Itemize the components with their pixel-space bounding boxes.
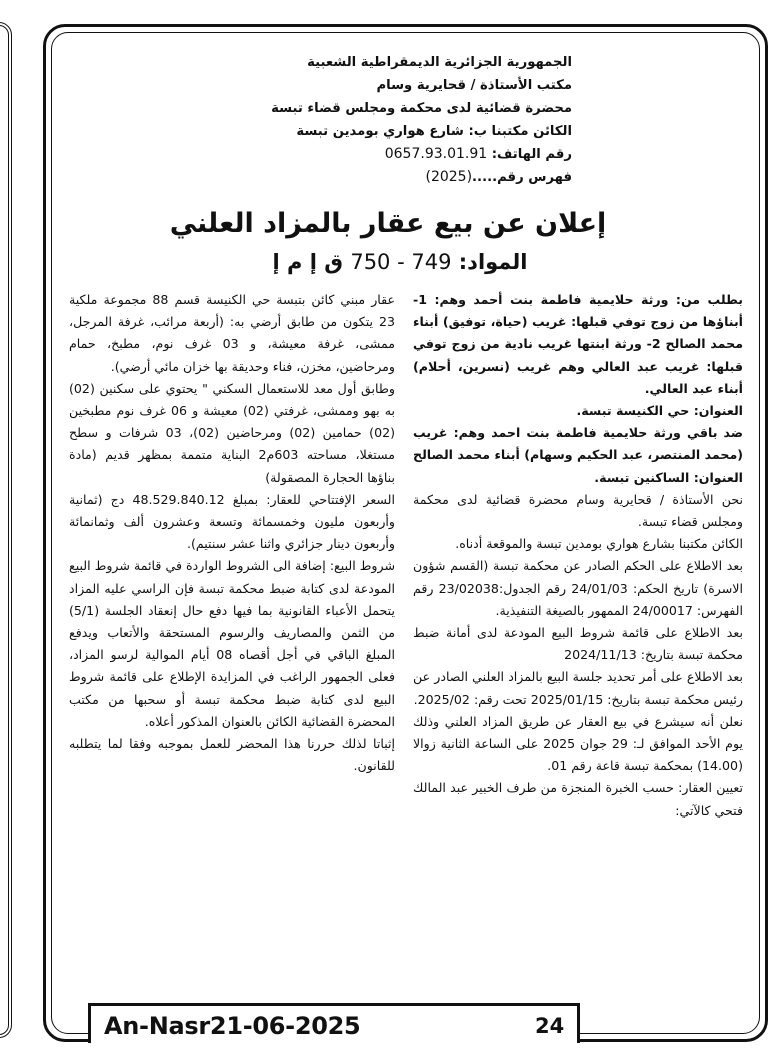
page-number: 24	[535, 1014, 565, 1038]
header-phone	[212, 143, 572, 166]
property-designation-paragraph: تعيين العقار: حسب الخبرة المنجزة من طرف الخبير عبد المالك فتحي كالآتي:	[413, 780, 743, 818]
defendants-paragraph: ضد باقي ورثة حلايمية فاطمة بنت احمد وهم: غريب (محمد المنتصر، عبد الحكيم وسهام) أبناء محمد الصالح العنوان: الساكنين تبسة.	[413, 425, 743, 485]
articles-numbers: 749 - 750	[350, 250, 452, 274]
legal-articles	[250, 250, 550, 274]
closing-paragraph: إثباتا لذلك حررنا هذا المحضر للعمل بموجبه وفقا لما يتطلبه للقانون.	[69, 736, 395, 774]
header-index	[212, 166, 572, 189]
notice-title: إعلان عن بيع عقار بالمزاد العلني	[169, 208, 607, 239]
office-header	[212, 51, 572, 189]
phone-label: رقم الهاتف:	[491, 147, 572, 162]
left-column	[69, 289, 395, 777]
conditions-filing-paragraph: بعد الاطلاع على قائمة شروط البيع المودعة لدى أمانة ضبط محكمة تبسة بتاريخ: 2024/11/13	[413, 625, 743, 663]
phone-value: 0657.93.01.91	[384, 146, 488, 162]
articles-suffix: ق إ م إ	[272, 250, 344, 274]
plaintiffs-paragraph: بطلب من: ورثة حلايمية فاطمة بنت أحمد وهم: 1- أبناؤها من زوج توفي قبلها: غريب (حياة، توفيق) أبناء محمد الصالح 2- ورثة ابنتها غريب نادية من زوج توفي قبلها: غريب عبد العالي وهم غريب (نسرين، أحلام) أبناء عبد العالي.	[413, 292, 743, 396]
adjacent-column-border	[0, 22, 12, 1038]
bailiff-paragraph: نحن الأستاذة / قحايرية وسام محضرة قضائية لدى محكمة ومجلس قضاء تبسة.	[413, 491, 743, 530]
header-address: الكائن مكتبنا ب: شارع هواري بومدين تبسة	[296, 124, 572, 139]
page-footer	[88, 1003, 580, 1043]
judgment-paragraph: بعد الاطلاع على الحكم الصادر عن محكمة تبسة (القسم شؤون الاسرة) تاريخ الحكم: 24/01/03 رقم الجدول:23/02038 رقم الفهرس: 24/00017 الممهور بالصيغة التنفيذية.	[413, 558, 743, 618]
articles-label: المواد:	[458, 250, 528, 274]
sale-conditions-paragraph: شروط البيع: إضافة الى الشروط الواردة في قائمة شروط البيع المودعة لدى كتابة ضبط محكمة تبسة فإن الراسي عليه المزاد يتحمل الأعباء القانونية بما فيها دفع حال إنعقاد الجلسة (5/1) من الثمن والمصاريف والرسوم المستحقة والأتعاب ويدفع المبلغ الباقي في أجل أقصاه 08 أيام الموالية لرسو المزاد، فعلى الجمهور الراغب في المزايدة الإطلاع على قائمة شروط البيع لدى كتابة ضبط محكمة تبسة أو سحبها من مكتب المحضرة القضائية الكائن بالعنوان المذكور أعلاه.	[69, 558, 395, 729]
auction-date-paragraph: نعلن أنه سيشرع في بيع العقار عن طريق المزاد العلني وذلك يوم الأحد الموافق لـ: 29 جوان 2025 على الساعة الثانية زوالا (14.00) بمحكمة تبسة قاعة رقم 01.	[413, 713, 743, 774]
header-bailiff: محضرة قضائية لدى محكمة ومجلس قضاء تبسة	[271, 101, 572, 116]
right-column	[413, 289, 743, 822]
header-office: مكتب الأستاذة / قحايرية وسام	[376, 78, 572, 93]
ground-floor-paragraph: عقار مبني كائن بتبسة حي الكنيسة قسم 88 مجموعة ملكية 23 يتكون من طابق أرضي به: (أربعة مرائب، غرفة المرجل، ممشى، غرفة معيشة، و 03 غرف نوم، مطبخ، حمام ومرحاضين، مخزن، فناء وحديقة بها خزان مائي أرضي).	[69, 292, 396, 374]
newspaper-date: An-Nasr21-06-2025	[104, 1012, 361, 1040]
header-republic: الجمهورية الجزائرية الديمقراطية الشعبية	[307, 55, 572, 70]
first-floor-paragraph: وطابق أول معد للاستعمال السكني " يحتوي على سكنين (02) به بهو وممشى، غرفتي (02) معيشة و 06 غرف نوم مطبخين (02) حمامين (02) ومرحاضين (02)، 03 شرفات و سطح مستغلا، مساحته 603م2 البناية متممة بمظهر قديم (مادة بناؤها الحجارة المصقولة)	[69, 380, 396, 485]
office-paragraph: الكائن مكتبنا بشارع هواري بومدين تبسة والموقعة أدناه.	[455, 536, 743, 552]
opening-price-paragraph: السعر الإفتتاحي للعقار: بمبلغ 48.529.840.12 دج (ثمانية وأربعون مليون وخمسمائة وتسعة وعشرون ألف وثمانمائة وأربعون دينار جزائري واثنا عشر سنتيم).	[69, 491, 395, 552]
index-label: فهرس رقم.....	[472, 170, 572, 185]
session-order-paragraph: بعد الاطلاع على أمر تحديد جلسة البيع بالمزاد العلني الصادر عن رئيس محكمة تبسة بتاريخ: 2025/01/15 تحت رقم: 2025/02.	[413, 669, 743, 707]
plaintiffs-address: العنوان: حي الكنيسة تبسة.	[576, 403, 743, 419]
index-value: (2025)	[425, 169, 473, 185]
